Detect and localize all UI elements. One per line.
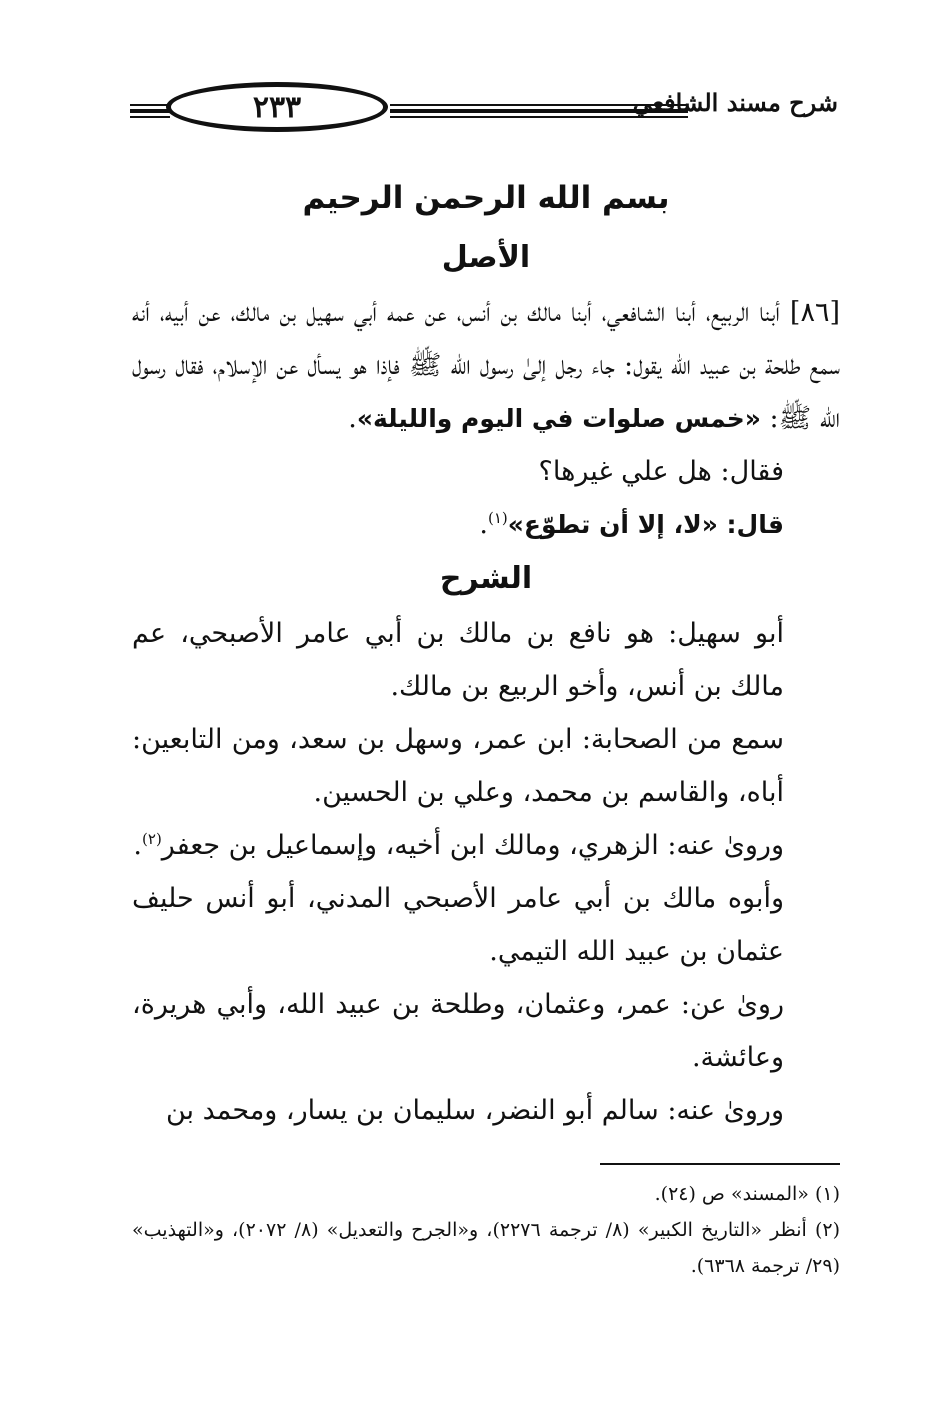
sharh-paragraph-2: سمع من الصحابة: ابن عمر، وسهل بن سعد، ومن التابعين: أباه، والقاسم بن محمد، وعلي بن الحسين. <box>132 724 784 808</box>
footnote-separator <box>600 1163 840 1165</box>
hadith-end-2: . <box>479 509 488 540</box>
sharh-paragraph-6: وروىٰ عنه: سالم أبو النضر، سليمان بن يسار، ومحمد بن <box>165 1095 784 1126</box>
footnote-ref-2: (٢) <box>142 830 162 848</box>
hadith-paragraph <box>132 286 840 445</box>
basmala-heading: بسم الله الرحمن الرحيم <box>302 180 670 216</box>
sharh-paragraph-5: روىٰ عن: عمر، وعثمان، وطلحة بن عبيد الله، وأبي هريرة، وعائشة. <box>132 989 784 1073</box>
sharh-paragraph-3-end: . <box>133 830 143 861</box>
sharh-paragraph-4: وأبوه مالك بن أبي عامر الأصبحي المدني، أبو أنس حليف عثمان بن عبيد الله التيمي. <box>132 883 784 967</box>
sharh-paragraph-3-text: وروىٰ عنه: الزهري، ومالك ابن أخيه، وإسماعيل بن جعفر <box>161 830 784 861</box>
footnote-2: (٢) أنظر «التاريخ الكبير» (٨/ ترجمة ٢٢٧٦)، و«الجرح والتعديل» (٨/ ٢٠٧٢)، و«التهذيب» (٢٩/ ترجمة ٦٣٦٨). <box>132 1219 841 1277</box>
running-title: شرح مسند الشافعي <box>632 88 838 117</box>
page-number-badge <box>166 82 388 132</box>
footnote-1: (١) «المسند» ص (٢٤). <box>654 1183 840 1205</box>
sharh-paragraph-3 <box>132 819 840 872</box>
footnotes <box>132 1176 840 1284</box>
section-heading-asl: الأصل <box>441 240 531 275</box>
hadith-end-1: . <box>348 403 357 434</box>
page-header <box>130 70 838 130</box>
hadith-question: فقال: هل علي غيرها؟ <box>538 456 784 487</box>
hadith-quote-2: «لا، إلا أن تطوّع» <box>507 510 718 539</box>
footnote-ref-1: (١) <box>487 509 508 527</box>
hadith-answer <box>132 498 840 551</box>
hadith-text: [٨٦] أبنا الربيع، أبنا الشافعي، أبنا مالك بن أنس، عن عمه أبي سهيل بن مالك، عن أبيه، أنه سمع طلحة بن عبيد الله يقول: جاء رجل إلىٰ رسول الله ﷺ فإذا هو يسأل عن الإسلام، فقال رسول الله ﷺ: <box>132 297 840 434</box>
main-text <box>132 170 840 1137</box>
sharh-paragraph-1: أبو سهيل: هو نافع بن مالك بن أبي عامر الأصبحي، عم مالك بن أنس، وأخو الربيع بن مالك. <box>132 618 784 702</box>
answer-prefix: قال: <box>717 510 784 539</box>
section-heading-sharh: الشرح <box>439 561 533 596</box>
page-number: ٢٣٣ <box>252 89 302 125</box>
hadith-quote-1: «خمس صلوات في اليوم والليلة» <box>356 404 761 433</box>
header-rule-left <box>130 104 170 121</box>
